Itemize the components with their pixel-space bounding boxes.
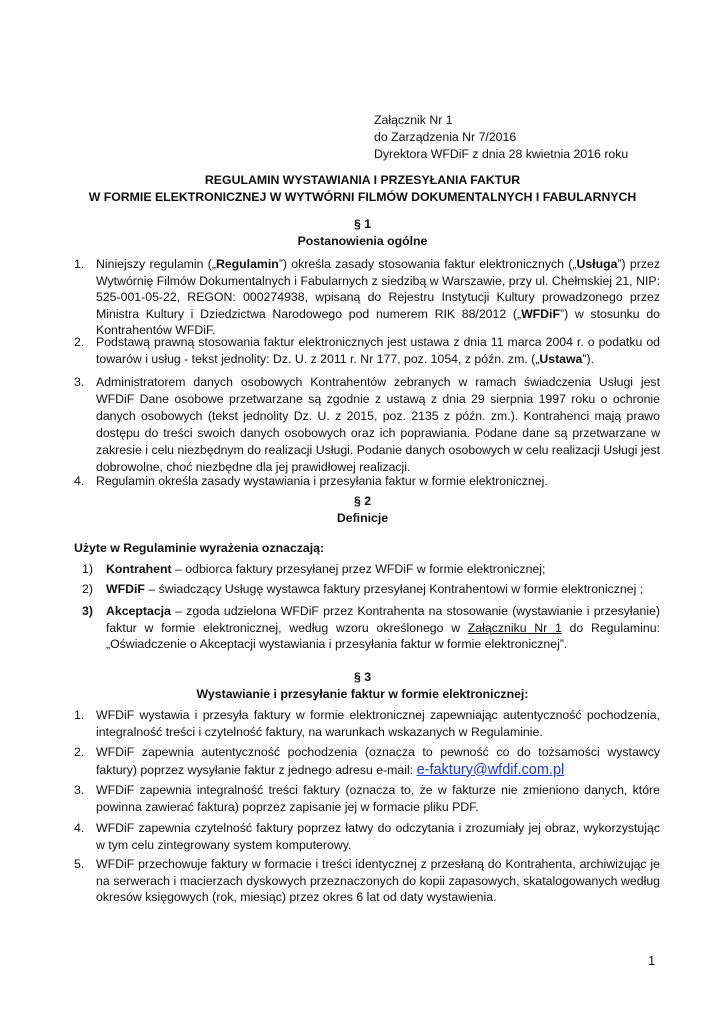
attachment-reference: Załączniku Nr 1 (467, 620, 562, 635)
s2-item-1 (82, 561, 660, 578)
list-text: WFDiF zapewnia integralność treści faktury (oznacza to, że w fakturze nie zmieniono danych, które powinna zawierać faktura) poprzez zapisanie jej w formacie pliku PDF. (96, 783, 660, 814)
list-text: WFDiF – świadczący Usługę wystawca faktury przesyłanej Kontrahentowi w formie elektronicznej ; (106, 582, 644, 596)
s3-item-1 (74, 707, 660, 740)
document-title-line-1: REGULAMIN WYSTAWIANIA I PRZESYŁANIA FAKTUR (204, 173, 521, 187)
section-3-symbol: § 3 (353, 670, 372, 684)
section-1-symbol: § 1 (353, 217, 372, 231)
list-number: 5. (74, 857, 85, 871)
section-2-symbol: § 2 (353, 494, 372, 508)
list-text: Administratorem danych osobowych Kontrahentów zebranych w ramach świadczenia Usługi jest WFDiF Dane osobowe przetwarzane są zgodnie z ustawą z dnia 29 sierpnia 1997 roku o ochronie danych osobowych (tekst jednolity Dz. U. z 2015, poz. 2135 z późn. zm.). Kontrahenci mają prawo dostępu do treści swoich danych osobowych oraz ich poprawiania. Podane dane są przetwarzane w zakresie i celu niezbędnym do realizacji Usługi. Podanie danych osobowych w celu realizacji Usługi jest dobrowolne, choć niezbędne dla jej prawidłowej realizacji. (96, 375, 660, 474)
list-text: Kontrahent – odbiorca faktury przesyłanej przez WFDiF w formie elektronicznej; (106, 562, 546, 576)
list-text: WFDiF zapewnia czytelność faktury poprzez łatwy do odczytania i zrozumiały jej obraz, wykorzystując w tym celu zintegrowany system komputerowy. (96, 821, 660, 852)
section-1-heading: Postanowienia ogólne (297, 234, 428, 248)
s3-item-4 (74, 820, 660, 853)
list-number: 3) (82, 604, 93, 618)
s3-item-3 (74, 782, 660, 815)
list-text: Niniejszy regulamin („Regulamin”) określa zasady stosowania faktur elektronicznych („Usługa”) przez Wytwórnię Filmów Dokumentalnych i Fabularnych z siedzibą w Warszawie, przy ul. Chełmskiej 21, NIP: 525-001-05-22, REGON: 000274938, wpisaną do Rejestru Instytucji Kultury prowadzonego przez Ministra Kultury i Dziedzictwa Narodowego pod numerem RIK 88/2012 („WFDiF”) w stosunku do Kontrahentów WFDiF. (96, 257, 660, 338)
list-text: WFDiF przechowuje faktury w formacie i treści identycznej z przesłaną do Kontrahenta, archiwizując je na serwerach i macierzach dyskowych przeznaczonych do kopii zapasowych, skatalogowanych według okresów księgowych (rok, miesiąc) przez okres 6 lat od daty wystawienia. (96, 857, 660, 905)
list-number: 3. (74, 375, 85, 389)
list-number: 3. (74, 783, 85, 797)
email-link[interactable]: e-faktury@wfdif.com.pl (416, 761, 565, 778)
list-number: 2. (74, 745, 85, 759)
list-number: 4. (74, 474, 85, 488)
list-number: 2. (74, 335, 85, 349)
list-text: WFDiF zapewnia autentyczność pochodzenia (oznacza to pewność co do tożsamości wystawcy faktury) poprzez wysyłanie faktur z jednego adresu e-mail: e-faktury@wfdif.com.pl (96, 745, 660, 778)
list-text: WFDiF wystawia i przesyła faktury w formie elektronicznej zapewniając autentyczność pochodzenia, integralność treści i czytelność faktury, na warunkach wskazanych w Regulaminie. (96, 708, 660, 739)
section-3-heading: Wystawianie i przesyłanie faktur w formie elektronicznej: (196, 687, 529, 701)
header-line-3: Dyrektora WFDiF z dnia 28 kwietnia 2016 roku (374, 147, 629, 161)
section-2-heading: Definicje (336, 511, 389, 525)
page-number: 1 (648, 953, 656, 968)
s1-item-4 (74, 473, 660, 490)
s1-item-2 (74, 334, 660, 367)
list-number: 1. (74, 708, 85, 722)
list-number: 1) (82, 562, 93, 576)
s2-item-2 (82, 581, 660, 598)
list-number: 1. (74, 257, 85, 271)
list-text: Akceptacja – zgoda udzielona WFDiF przez Kontrahenta na stosowanie (wystawianie i przesyłanie) faktur w formie elektronicznej, według wzoru określonego w Załączniku Nr 1 do Regulaminu: „Oświadczenie o Akceptacji wystawiania i przesyłania faktur w formie elektronicznej”. (106, 604, 660, 652)
definitions-intro: Użyte w Regulaminie wyrażenia oznaczają: (74, 541, 325, 555)
s3-item-2 (74, 744, 660, 780)
document-title-line-2: W FORMIE ELEKTRONICZNEJ W WYTWÓRNI FILMÓW DOKUMENTALNYCH I FABULARNYCH (88, 190, 637, 204)
list-text: Regulamin określa zasady wystawiania i przesyłania faktur w formie elektronicznej. (96, 474, 548, 488)
s2-item-3 (82, 603, 660, 653)
header-line-1: Załącznik Nr 1 (374, 113, 453, 127)
header-line-2: do Zarządzenia Nr 7/2016 (374, 130, 517, 144)
list-number: 4. (74, 821, 85, 835)
s3-item-5 (74, 856, 660, 906)
list-text: Podstawą prawną stosowania faktur elektronicznych jest ustawa z dnia 11 marca 2004 r. o podatku od towarów i usług - tekst jednolity: Dz. U. z 2011 r. Nr 177, poz. 1054, z późn. zm. („Ustawa”). (96, 335, 660, 366)
attachment-header (374, 112, 628, 163)
list-number: 2) (82, 582, 93, 596)
s1-item-1 (74, 256, 660, 339)
s1-item-3 (74, 374, 660, 476)
